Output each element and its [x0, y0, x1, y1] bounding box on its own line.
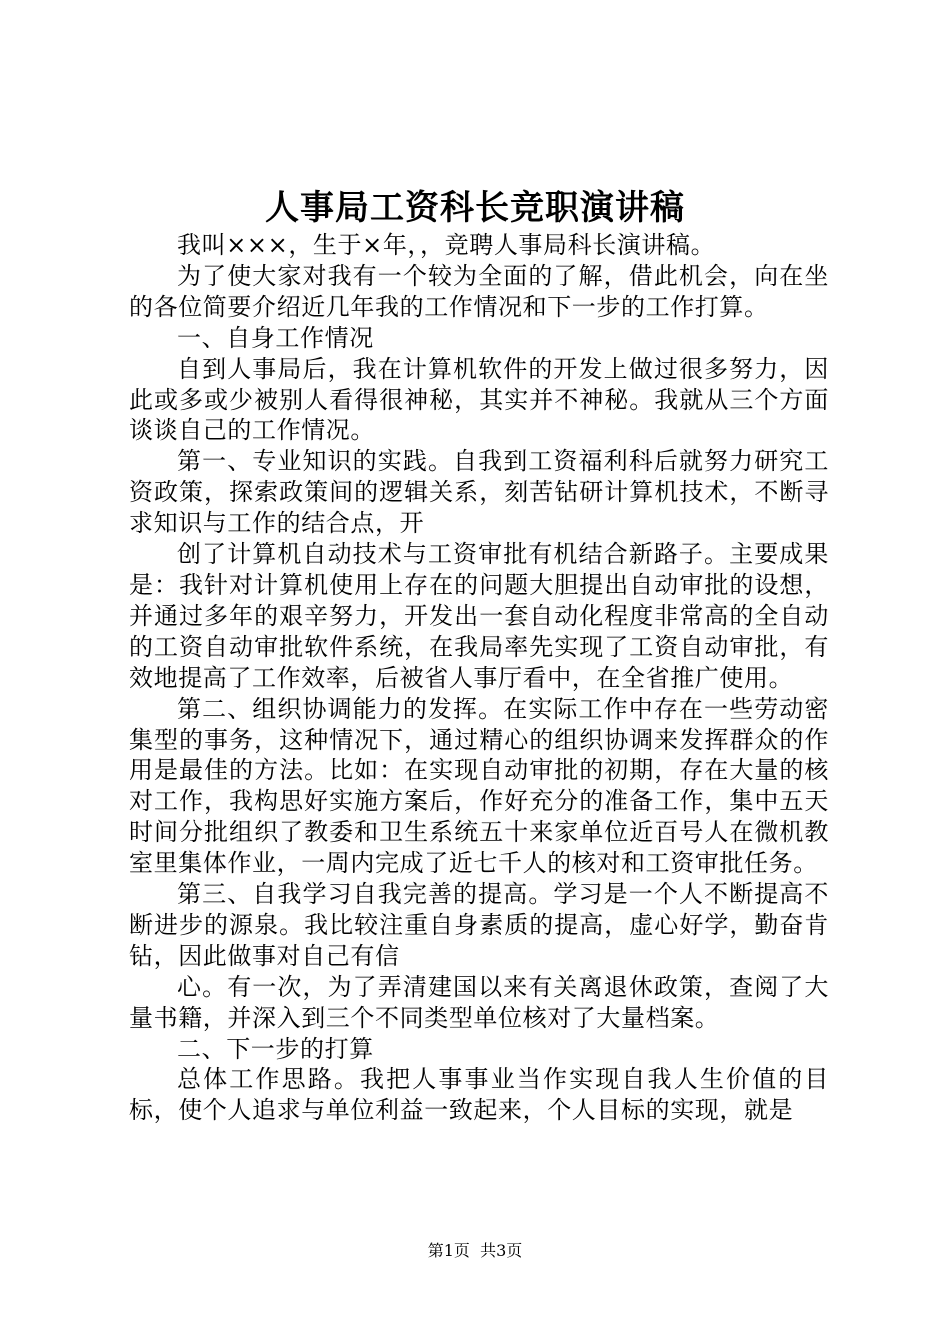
page-footer	[0, 1241, 950, 1261]
section-heading-next-steps: 二、下一步的打算	[177, 1034, 374, 1063]
paragraph-point-two: 第二、组织协调能力的发挥。在实际工作中存在一些劳动密集型的事务，这种情况下，通过精心的组织协调来发挥群众的作用是最佳的方法。比如：在实现自动审批的初期，存在大量的核对工作，我构思好实施方案后，作好充分的准备工作，集中五天时间分批组织了教委和卫生系统五十来家单位近百号人在微机教室里集体作业，一周内完成了近七千人的核对和工资审批任务。	[129, 694, 829, 878]
paragraph-software-work: 自到人事局后，我在计算机软件的开发上做过很多努力，因此或多或少被别人看得很神秘，其实并不神秘。我就从三个方面谈谈自己的工作情况。	[129, 354, 829, 445]
paragraph-intro: 我叫×××，生于×年，，竞聘人事局科长演讲稿。	[177, 231, 716, 259]
document-title: 人事局工资科长竞职演讲稿	[265, 188, 685, 228]
section-heading-self-work: 一、自身工作情况	[177, 323, 374, 352]
paragraph-point-one-continued: 创了计算机自动技术与工资审批有机结合新路子。主要成果是：我针对计算机使用上存在的问题大胆提出自动审批的设想，并通过多年的艰辛努力，开发出一套自动化程度非常高的全自动的工资自动审批软件系统，在我局率先实现了工资自动审批，有效地提高了工作效率，后被省人事厅看中，在全省推广使用。	[129, 540, 829, 692]
page-number: 第1页	[427, 1241, 470, 1260]
paragraph-point-three-continued: 心。有一次，为了弄清建国以来有关离退休政策，查阅了大量书籍，并深入到三个不同类型单位核对了大量档案。	[129, 972, 829, 1032]
document-body	[129, 230, 829, 1126]
paragraph-point-three: 第三、自我学习自我完善的提高。学习是一个人不断提高不断进步的源泉。我比较注重自身素质的提高，虚心好学，勤奋肯钻，因此做事对自己有信	[129, 880, 829, 970]
paragraph-purpose: 为了使大家对我有一个较为全面的了解，借此机会，向在坐的各位简要介绍近几年我的工作情况和下一步的工作打算。	[129, 261, 829, 321]
page-total: 共3页	[480, 1241, 523, 1260]
paragraph-overall-approach: 总体工作思路。我把人事事业当作实现自我人生价值的目标，使个人追求与单位利益一致起来，个人目标的实现，就是	[129, 1065, 829, 1125]
paragraph-point-one: 第一、专业知识的实践。自我到工资福利科后就努力研究工资政策，探索政策间的逻辑关系，刻苦钻研计算机技术，不断寻求知识与工作的结合点，开	[129, 447, 829, 538]
